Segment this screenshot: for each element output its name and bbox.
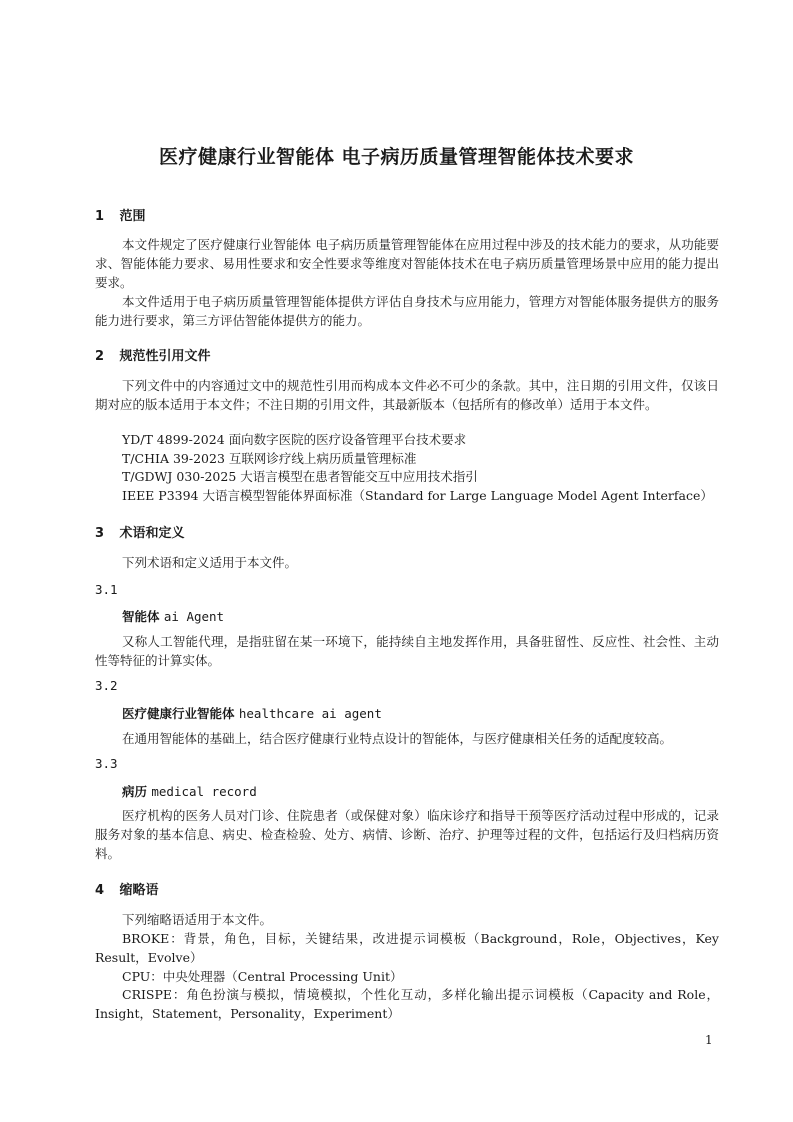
section-title: 规范性引用文件: [119, 349, 211, 364]
reference-item: T/CHIA 39-2023 互联网诊疗线上病历质量管理标准: [122, 451, 417, 466]
section-2-paragraph-1: 下列文件中的内容通过文中的规范性引用而构成本文件必不可少的条款。其中，注日期的引用文件，仅该日期对应的版本适用于本文件；不注日期的引用文件，其最新版本（包括所有的修改单）适用于本文件。: [95, 378, 719, 412]
page-number: 1: [705, 1033, 713, 1047]
document-title: 医疗健康行业智能体 电子病历质量管理智能体技术要求: [158, 146, 635, 168]
term-definition: 在通用智能体的基础上，结合医疗健康行业特点设计的智能体，与医疗健康相关任务的适配度较高。: [122, 731, 673, 746]
section-4-intro: 下列缩略语适用于本文件。: [122, 912, 273, 927]
term-chinese: 病历: [122, 784, 148, 799]
abbreviation-item: CPU：中央处理器（Central Processing Unit）: [122, 969, 403, 984]
reference-item: YD/T 4899-2024 面向数字医院的医疗设备管理平台技术要求: [122, 432, 467, 447]
section-number: 3: [95, 526, 105, 541]
section-title: 缩略语: [119, 883, 159, 898]
term-english: healthcare ai agent: [238, 706, 382, 721]
section-number: 2: [95, 349, 105, 364]
term-name: [122, 607, 224, 625]
term-definition: 又称人工智能代理，是指驻留在某一环境下，能持续自主地发挥作用，具备驻留性、反应性、社会性、主动性等特征的计算实体。: [95, 634, 719, 668]
section-title: 范围: [119, 209, 146, 224]
term-number: 3.3: [95, 756, 118, 771]
term-number: 3.2: [95, 678, 118, 693]
reference-item: IEEE P3394 大语言模型智能体界面标准（Standard for Large Language Model Agent Interface）: [122, 488, 713, 503]
term-name: [122, 782, 257, 800]
section-3-intro: 下列术语和定义适用于本文件。: [122, 555, 298, 570]
section-4-heading: [95, 879, 159, 898]
term-chinese: 智能体: [122, 609, 160, 624]
term-name: [122, 704, 382, 722]
section-1-heading: [95, 205, 146, 224]
term-english: medical record: [151, 784, 257, 799]
section-1-paragraph-2: 本文件适用于电子病历质量管理智能体提供方评估自身技术与应用能力，管理方对智能体服务提供方的服务能力进行要求，第三方评估智能体提供方的能力。: [95, 294, 719, 328]
section-number: 1: [95, 209, 105, 224]
abbreviation-item: CRISPE：角色扮演与模拟，情境模拟，个性化互动，多样化输出提示词模板（Capacity and Role，Insight，Statement，Personality，Experiment）: [95, 987, 719, 1021]
term-number: 3.1: [95, 582, 118, 597]
section-2-heading: [95, 345, 211, 364]
section-title: 术语和定义: [119, 526, 185, 541]
term-chinese: 医疗健康行业智能体: [122, 706, 235, 721]
term-english: ai Agent: [163, 609, 225, 624]
term-definition: 医疗机构的医务人员对门诊、住院患者（或保健对象）临床诊疗和指导干预等医疗活动过程中形成的，记录服务对象的基本信息、病史、检查检验、处方、病情、诊断、治疗、护理等过程的文件，包括运行及归档病历资料。: [95, 808, 719, 861]
section-number: 4: [95, 883, 105, 898]
reference-item: T/GDWJ 030-2025 大语言模型在患者智能交互中应用技术指引: [122, 469, 478, 484]
abbreviation-item: BROKE：背景，角色，目标，关键结果，改进提示词模板（Background，Role，Objectives，Key Result，Evolve）: [95, 931, 719, 965]
section-3-heading: [95, 522, 185, 541]
section-1-paragraph-1: 本文件规定了医疗健康行业智能体 电子病历质量管理智能体在应用过程中涉及的技术能力的要求，从功能要求、智能体能力要求、易用性要求和安全性要求等维度对智能体技术在电子病历质量管理场景中应用的能力提出要求。: [95, 237, 719, 290]
